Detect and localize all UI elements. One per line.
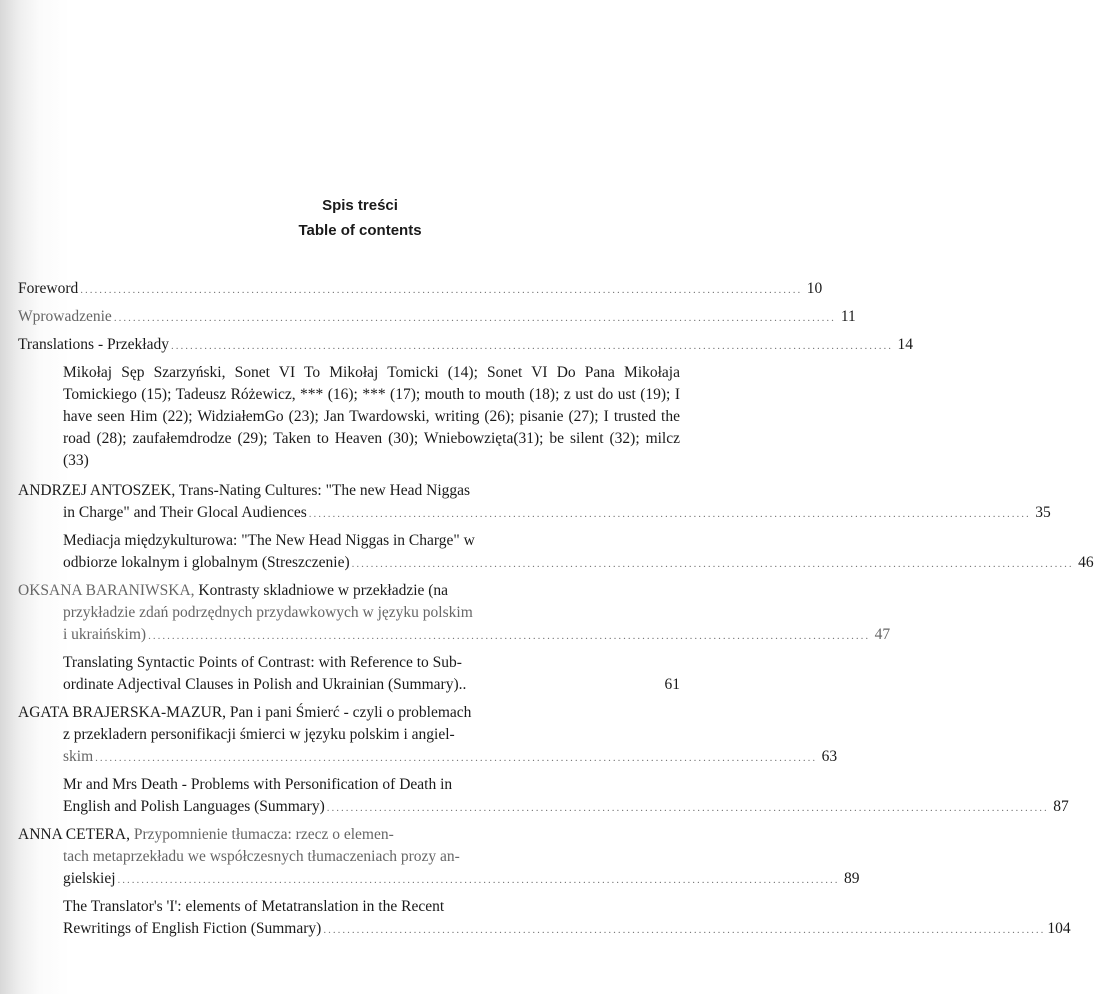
toc-entry-baraniwska-summary (18, 652, 680, 697)
leader-dots: ........................................................................................................................................................ (148, 630, 871, 642)
page-number: 61 (664, 676, 680, 693)
entry-title-line: English and Polish Languages (Summary) (63, 798, 325, 815)
leader-dots: ........................................................................................................................................................ (80, 284, 803, 296)
heading-english: Table of contents (298, 222, 422, 239)
leader-dots: ........................................................................................................................................................ (117, 874, 840, 886)
author-name: OKSANA BARANIWSKA, (18, 582, 195, 599)
translations-list-text: Mikołaj Sęp Szarzyński, Sonet VI To Mikołaj Tomicki (14); Sonet VI Do Pana Mikołaja Tomickiego (15); Tadeusz Różewicz, *** (16); *** (17); mouth to mouth (18); z ust do ust (19); I have seen Him (22); WidziałemGo (23); Jan Twardowski, writing (26); pisanie (27); I trusted the road (28); zaufałemdrodze (29); Taken to Heaven (30); Wniebowzięta(31); be silent (32); milcz (33) (63, 364, 680, 469)
entry-title-line: przykładzie zdań podrzędnych przydawkowych w języku polskim (63, 604, 473, 621)
entry-title-line: in Charge" and Their Glocal Audiences (63, 504, 307, 521)
page-number: 35 (1035, 504, 1051, 521)
entry-title-line: i ukraińskim) (63, 626, 147, 643)
toc-list (18, 278, 1094, 946)
leader-dots: ........................................................................................................................................................ (323, 924, 1046, 936)
entry-title-line: Pan i pani Śmierć - czyli o problemach (229, 704, 472, 721)
toc-entry-antoszek-summary (18, 530, 1094, 575)
author-name: ANDRZEJ ANTOSZEK, (18, 482, 176, 499)
entry-title-line: tach metaprzekładu we współczesnych tłumaczeniach prozy an- (63, 848, 460, 865)
author-name: ANNA CETERA, (18, 826, 130, 843)
entry-title-line: skim (63, 748, 94, 765)
heading-polish: Spis treści (322, 197, 398, 214)
toc-entry-cetera-summary (18, 896, 1071, 941)
leader-dots: ........................................................................................................................................................ (351, 558, 1074, 570)
entry-title-line: Mediacja międzykulturowa: "The New Head Niggas in Charge" w (63, 532, 475, 549)
page-number: 14 (897, 336, 913, 353)
page-number: 87 (1053, 798, 1069, 815)
entry-title-line: ordinate Adjectival Clauses in Polish and Ukrainian (Summary).. (63, 676, 467, 693)
page-number: 46 (1078, 554, 1094, 571)
entry-title-line: The Translator's 'I': elements of Metatranslation in the Recent (63, 898, 445, 915)
page-number: 63 (821, 748, 838, 765)
entry-title-line: z przekladern personifikacji śmierci w języku polskim i angiel- (63, 726, 455, 743)
toc-entry-brajerska-summary (18, 774, 1069, 819)
leader-dots: ........................................................................................................................................................ (308, 508, 1031, 520)
leader-dots: ........................................................................................................................................................ (113, 312, 836, 324)
page-number: 47 (874, 626, 891, 643)
entry-title-line: odbiorze lokalnym i globalnym (Streszczenie) (63, 554, 350, 571)
leader-dots: ........................................................................................................................................................ (170, 340, 893, 352)
page-number: 10 (806, 280, 823, 297)
entry-title-line: Translating Syntactic Points of Contrast: with Reference to Sub- (63, 654, 462, 671)
entry-title-line: Trans-Nating Cultures: "The new Head Niggas (178, 482, 471, 499)
toc-entry-baraniwska (18, 580, 891, 647)
entry-title: Translations - Przekłady (18, 336, 169, 353)
entry-title-line: Mr and Mrs Death - Problems with Personification of Death in (63, 776, 453, 793)
toc-entry-antoszek (18, 480, 1051, 525)
toc-entry-cetera (18, 824, 860, 891)
toc-entry-brajerska (18, 702, 838, 769)
entry-title-line: Kontrasty skladniowe w przekładzie (na (198, 582, 449, 599)
page-number: 89 (844, 870, 860, 887)
page-number: 11 (840, 308, 856, 325)
entry-title-line: gielskiej (63, 870, 116, 887)
page-number: 104 (1047, 920, 1071, 937)
leader-dots: ........................................................................................................................................................ (326, 802, 1049, 814)
leader-dots: ........................................................................................................................................................ (95, 752, 818, 764)
entry-title: Foreword (18, 280, 79, 297)
entry-title-line: Przypomnienie tłumacza: rzecz o elemen- (133, 826, 394, 843)
author-name: AGATA BRAJERSKA-MAZUR, (18, 704, 227, 721)
toc-entry-translations-list (18, 362, 680, 472)
toc-entry-wprowadzenie (18, 306, 856, 329)
toc-entry-translations (18, 334, 913, 357)
toc-entry-foreword (18, 278, 823, 301)
entry-title: Wprowadzenie (18, 308, 112, 325)
entry-title-line: Rewritings of English Fiction (Summary) (63, 920, 322, 937)
